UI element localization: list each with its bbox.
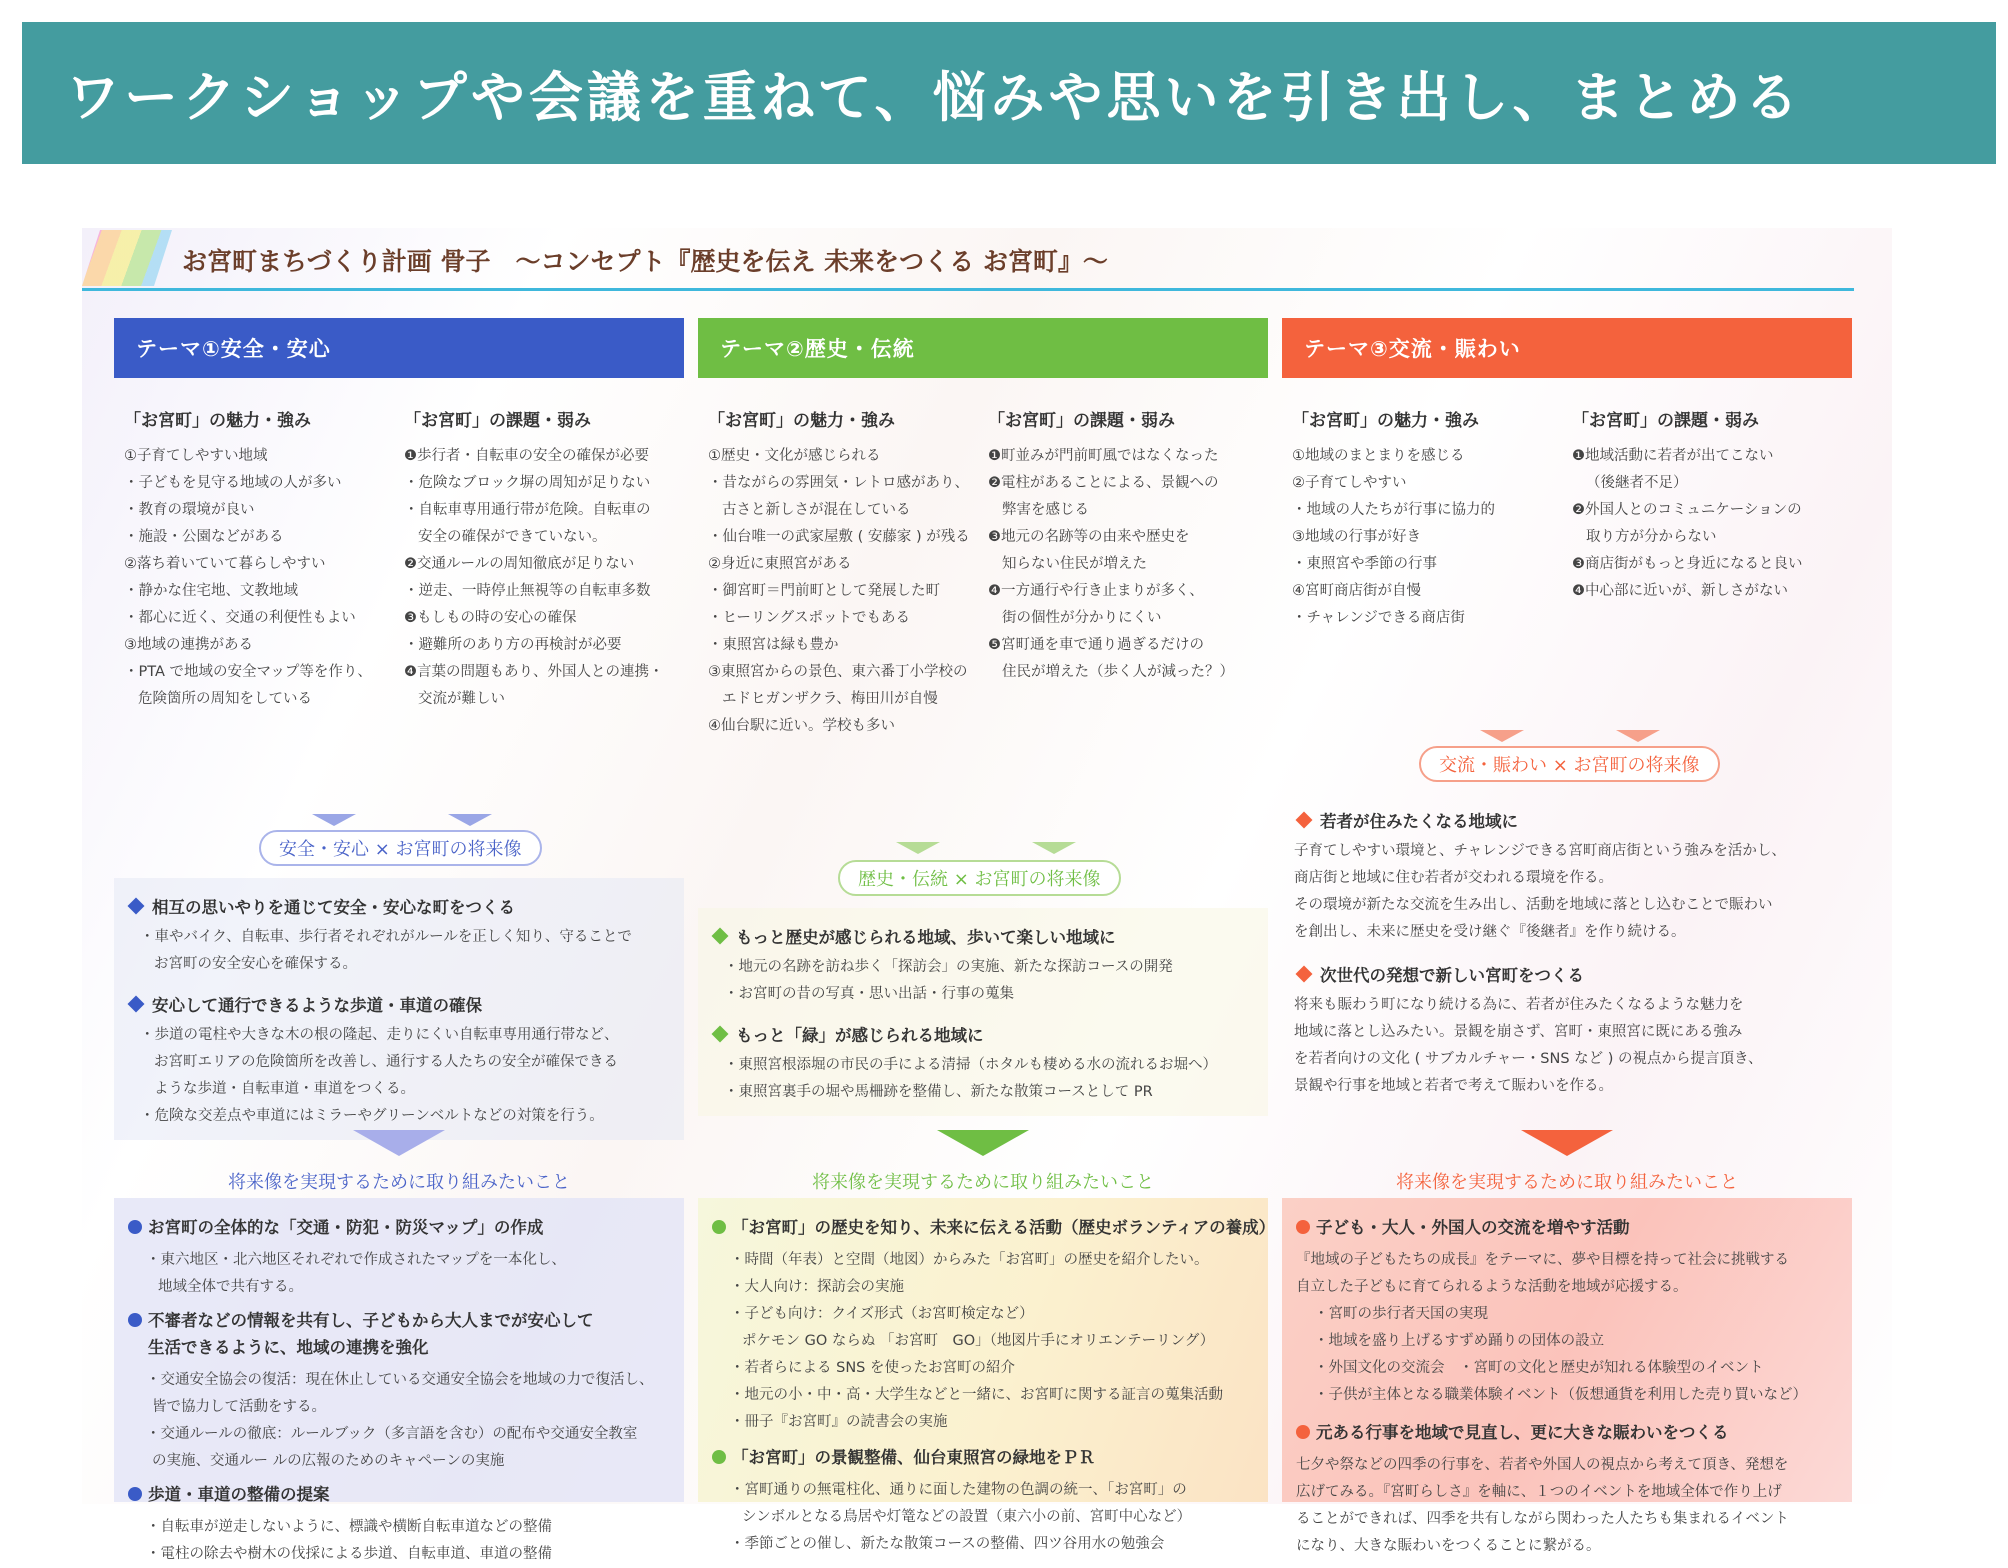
diamond-icon <box>128 996 145 1013</box>
action-line: シンボルとなる鳥居や灯篭などの設置（東六小の前、宮町中心など） <box>742 1509 1192 1525</box>
issues-heading: 「お宮町」の課題・弱み <box>1572 411 1759 431</box>
down-arrow-icon <box>312 814 356 826</box>
down-arrows <box>896 842 1076 854</box>
big-down-arrow-icon <box>937 1130 1029 1156</box>
action-line: ・地域を盛り上げるすずめ踊りの団体の設立 <box>1314 1333 1605 1349</box>
action-line: になり、大きな賑わいをつくることに繋がる。 <box>1296 1538 1601 1554</box>
vision-heading: 若者が住みたくなる地域に <box>1294 808 1840 832</box>
page-banner <box>22 22 1996 164</box>
list-item: ・仙台唯一の武家屋敷 ( 安藤家 ) が残る <box>708 529 970 545</box>
vision-label: 安全・安心 × お宮町の将来像 <box>259 830 542 866</box>
action-line: 広げてみる。『宮町らしさ』を軸に、１つのイベントを地域全体で作り上げ <box>1296 1484 1782 1500</box>
list-item: ④宮町商店街が自慢 <box>1292 583 1421 599</box>
list-item: ❹一方通行や行き止まりが多く、 <box>988 583 1204 599</box>
issues-list <box>988 406 1268 740</box>
theme-header: テーマ②歴史・伝統 <box>698 318 1268 378</box>
list-item: エドヒガンザクラ、梅田川が自慢 <box>722 691 938 707</box>
action-line: 七夕や祭などの四季の行事を、若者や外国人の視点から考えて頂き、発想を <box>1296 1457 1789 1473</box>
list-item: ・チャレンジできる商店街 <box>1292 610 1465 626</box>
list-item: ・教育の環境が良い <box>124 502 255 518</box>
vision-line: 商店街と地域に住む若者が交われる環境を作る。 <box>1294 870 1613 886</box>
list-item: 知らない住民が増えた <box>1002 556 1147 572</box>
theme-header: テーマ③交流・賑わい <box>1282 318 1852 378</box>
list-item: ・PTA で地域の安全マップ等を作り、 <box>124 664 372 680</box>
strengths-list <box>1292 406 1572 632</box>
list-item: ❸地元の名跡等の由来や歴史を <box>988 529 1190 545</box>
list-item: 古さと新しさが混在している <box>722 502 911 518</box>
list-item: ❹言葉の問題もあり、外国人との連携・ <box>404 664 664 680</box>
vision-line: 将来も賑わう町になり続ける為に、若者が住みたくなるような魅力を <box>1294 997 1744 1013</box>
big-down-arrow-icon <box>1521 1130 1613 1156</box>
vision-heading: もっと「緑」が感じられる地域に <box>710 1022 1256 1046</box>
list-item: ・都心に近く、交通の利便性もよい <box>124 610 356 626</box>
diamond-icon <box>1296 812 1313 829</box>
action-line: ・地元の小・中・高・大学生などと一緒に、お宮町に関する証言の蒐集活動 <box>730 1387 1223 1403</box>
action-heading: 子ども・大人・外国人の交流を増やす活動 <box>1296 1214 1838 1241</box>
action-line: ・宮町通りの無電柱化、通りに面した建物の色調の統一、「お宮町」の <box>730 1482 1187 1498</box>
list-item: ①地域のまとまりを感じる <box>1292 448 1465 464</box>
action-section <box>114 1198 684 1562</box>
list-item: 危険箇所の周知をしている <box>138 691 312 707</box>
diamond-icon <box>1296 966 1313 983</box>
vision-heading: 次世代の発想で新しい宮町をつくる <box>1294 962 1840 986</box>
action-heading: 不審者などの情報を共有し、子どもから大人までが安心して 生活できるように、地域の連携を強化 <box>128 1307 670 1361</box>
title-divider <box>82 288 1854 291</box>
vision-line: お宮町エリアの危険箇所を改善し、通行する人たちの安全が確保できる <box>154 1054 618 1070</box>
strengths-heading: 「お宮町」の魅力・強み <box>124 411 311 431</box>
list-item: 街の個性が分かりにくい <box>1002 610 1162 626</box>
list-item: ②子育てしやすい <box>1292 475 1407 491</box>
action-section <box>698 1198 1276 1552</box>
bullet-dot-icon <box>128 1487 142 1501</box>
action-heading: 歩道・車道の整備の提案 <box>128 1481 670 1508</box>
action-line: ポケモン GO ならぬ 「お宮町 GO」（地図片手にオリエンテーリング） <box>742 1333 1215 1349</box>
vision-line: を創出し、未来に歴史を受け継ぐ『後継者』を作り続ける。 <box>1294 924 1686 940</box>
list-item: ・静かな住宅地、文教地域 <box>124 583 298 599</box>
strengths-heading: 「お宮町」の魅力・強み <box>708 411 895 431</box>
down-arrows <box>1480 730 1660 742</box>
action-heading: 元ある行事を地域で見直し、更に大きな賑わいをつくる <box>1296 1419 1838 1446</box>
vision-section <box>1282 792 1852 1110</box>
theme-column-history <box>698 318 1276 1552</box>
bullet-dot-icon <box>712 1450 726 1464</box>
issues-heading: 「お宮町」の課題・弱み <box>404 411 591 431</box>
list-item: ④仙台駅に近い。学校も多い <box>708 718 895 734</box>
action-line: ・電柱の除去や樹木の伐採による歩道、自転車道、車道の整備 <box>146 1546 552 1562</box>
plan-document <box>82 228 1892 1562</box>
list-item: ・逆走、一時停止無視等の自転車多数 <box>404 583 651 599</box>
list-item: 安全の確保ができていない。 <box>418 529 607 545</box>
action-line: ・自転車が逆走しないように、標識や横断自転車道などの整備 <box>146 1519 552 1535</box>
list-item: ②落ち着いていて暮らしやすい <box>124 556 326 572</box>
action-line: ることができれば、四季を共有しながら関わった人たちも集まれるイベント <box>1296 1511 1789 1527</box>
vision-line: 景観や行事を地域と若者で考えて賑わいを作る。 <box>1294 1078 1613 1094</box>
list-item: ❷交通ルールの周知徹底が足りない <box>404 556 635 572</box>
action-heading: 「お宮町」の歴史を知り、未来に伝える活動（歴史ボランティアの養成） <box>712 1214 1254 1241</box>
list-item: ③地域の連携がある <box>124 637 253 653</box>
vision-line: ・危険な交差点や車道にはミラーやグリーンベルトなどの対策を行う。 <box>140 1108 604 1124</box>
list-item: ・ヒーリングスポットでもある <box>708 610 910 626</box>
strengths-heading: 「お宮町」の魅力・強み <box>1292 411 1479 431</box>
list-item: ①子育てしやすい地域 <box>124 448 268 464</box>
action-line: 地域全体で共有する。 <box>158 1279 303 1295</box>
issues-heading: 「お宮町」の課題・弱み <box>988 411 1175 431</box>
action-line: ・季節ごとの催し、新たな散策コースの整備、四ツ谷用水の勉強会 <box>730 1536 1165 1552</box>
list-item: ・避難所のあり方の再検討が必要 <box>404 637 622 653</box>
action-line: 皆で協力して活動をする。 <box>152 1399 326 1415</box>
vision-line: ・歩道の電柱や大きな木の根の隆起、走りにくい自転車専用通行帯など、 <box>140 1027 619 1043</box>
down-arrow-icon <box>448 814 492 826</box>
diamond-icon <box>712 928 729 945</box>
vision-line: ・東照宮裏手の堀や馬柵跡を整備し、新たな散策コースとして PR <box>724 1084 1153 1100</box>
action-line: 自立した子どもに育てられるような活動を地域が応援する。 <box>1296 1279 1688 1295</box>
list-item: 住民が増えた（歩く人が減った？） <box>1002 664 1234 680</box>
theme-column-exchange <box>1282 318 1852 1554</box>
vision-heading: 安心して通行できるような歩道・車道の確保 <box>126 992 672 1016</box>
list-item: ・施設・公園などがある <box>124 529 284 545</box>
vision-line: ・お宮町の昔の写真・思い出話・行事の蒐集 <box>724 986 1014 1002</box>
action-line: の実施、交通ルー ルの広報のためのキャペーンの実施 <box>152 1453 505 1469</box>
down-arrow-icon <box>1616 730 1660 742</box>
list-item: ③地域の行事が好き <box>1292 529 1421 545</box>
vision-line: その環境が新たな交流を生み出し、活動を地域に落とし込むことで賑わい <box>1294 897 1773 913</box>
action-title: 将来像を実現するために取り組みたいこと <box>812 1172 1154 1193</box>
theme-header: テーマ①安全・安心 <box>114 318 684 378</box>
diamond-icon <box>712 1026 729 1043</box>
list-item: ・自転車専用通行帯が危険。自転車の <box>404 502 651 518</box>
list-item: （後継者不足） <box>1586 475 1688 491</box>
action-line: 『地域の子どもたちの成長』をテーマに、夢や目標を持って社会に挑戦する <box>1296 1252 1789 1268</box>
rainbow-stripe-icon <box>82 230 172 286</box>
down-arrows <box>312 814 492 826</box>
action-line: ・時間（年表）と空間（地図）からみた「お宮町」の歴史を紹介したい。 <box>730 1252 1209 1268</box>
document-title: お宮町まちづくり計画 骨子 ～コンセプト『歴史を伝え 未来をつくる お宮町』～ <box>182 247 1108 276</box>
vision-line: 子育てしやすい環境と、チャレンジできる宮町商店街という強みを活かし、 <box>1294 843 1786 859</box>
issues-list <box>404 406 684 713</box>
vision-label: 歴史・伝統 × お宮町の将来像 <box>838 860 1121 896</box>
vision-label: 交流・賑わい × お宮町の将来像 <box>1419 746 1720 782</box>
list-item: ❶町並みが門前町風ではなくなった <box>988 448 1219 464</box>
bullet-dot-icon <box>128 1220 142 1234</box>
list-item: ❹中心部に近いが、新しさがない <box>1572 583 1788 599</box>
down-arrow-icon <box>1032 842 1076 854</box>
vision-line: ・東照宮根添堀の市民の手による清掃（ホタルも棲める水の流れるお堀へ） <box>724 1057 1217 1073</box>
list-item: ・御宮町＝門前町として発展した町 <box>708 583 940 599</box>
action-title: 将来像を実現するために取り組みたいこと <box>228 1172 570 1193</box>
list-item: ③東照宮からの景色、東六番丁小学校の <box>708 664 968 680</box>
list-item: ②身近に東照宮がある <box>708 556 852 572</box>
list-item: ・東照宮は緑も豊か <box>708 637 839 653</box>
strengths-list <box>708 406 988 740</box>
action-line: ・子ども向け：クイズ形式（お宮町検定など） <box>730 1306 1034 1322</box>
list-item: ❸もしもの時の安心の確保 <box>404 610 577 626</box>
action-section <box>1282 1198 1852 1554</box>
issues-list <box>1572 406 1852 632</box>
bullet-dot-icon <box>128 1313 142 1327</box>
list-item: 交流が難しい <box>418 691 505 707</box>
list-item: ❷外国人とのコミュニケーションの <box>1572 502 1802 518</box>
list-item: ❸商店街がもっと身近になると良い <box>1572 556 1803 572</box>
down-arrow-icon <box>896 842 940 854</box>
list-item: ❷電柱があることによる、景観への <box>988 475 1219 491</box>
list-item: ❶歩行者・自転車の安全の確保が必要 <box>404 448 649 464</box>
action-line: ・宮町の歩行者天国の実現 <box>1314 1306 1488 1322</box>
list-item: ・危険なブロック塀の周知が足りない <box>404 475 651 491</box>
action-heading: お宮町の全体的な「交通・防犯・防災マップ」の作成 <box>128 1214 670 1241</box>
action-line: ・大人向け：探訪会の実施 <box>730 1279 904 1295</box>
vision-line: ・地元の名跡を訪ね歩く「探訪会」の実施、新たな探訪コースの開発 <box>724 959 1173 975</box>
list-item: ❶地域活動に若者が出てこない <box>1572 448 1774 464</box>
banner-title: ワークショップや会議を重ねて、悩みや思いを引き出し、まとめる <box>66 65 1803 129</box>
action-line: ・東六地区・北六地区それぞれで作成されたマップを一本化し、 <box>146 1252 566 1268</box>
vision-line: ような歩道・自転車道・車道をつくる。 <box>154 1081 415 1097</box>
list-item: ・昔ながらの雰囲気・レトロ感があり、 <box>708 475 969 491</box>
big-down-arrow-icon <box>353 1130 445 1156</box>
list-item: ・地域の人たちが行事に協力的 <box>1292 502 1495 518</box>
vision-section <box>114 878 684 1140</box>
list-item: 取り方が分からない <box>1586 529 1717 545</box>
action-heading: 「お宮町」の景観整備、仙台東照宮の緑地をＰＲ <box>712 1444 1254 1471</box>
diamond-icon <box>128 898 145 915</box>
strengths-list <box>124 406 404 713</box>
action-line: ・交通ルールの徹底：ルールブック（多言語を含む）の配布や交通安全教室 <box>146 1426 638 1442</box>
vision-line: 地域に落とし込みたい。景観を崩さず、宮町・東照宮に既にある強み <box>1294 1024 1743 1040</box>
bullet-dot-icon <box>1296 1220 1310 1234</box>
list-item: ・東照宮や季節の行事 <box>1292 556 1437 572</box>
down-arrow-icon <box>1480 730 1524 742</box>
action-line: ・冊子『お宮町』の読書会の実施 <box>730 1414 948 1430</box>
action-title: 将来像を実現するために取り組みたいこと <box>1396 1172 1738 1193</box>
list-item: ①歴史・文化が感じられる <box>708 448 881 464</box>
bullet-dot-icon <box>712 1220 726 1234</box>
theme-column-safety <box>114 318 684 1562</box>
vision-line: ・車やバイク、自転車、歩行者それぞれがルールを正しく知り、守ることで <box>140 929 632 945</box>
list-item: ・子どもを見守る地域の人が多い <box>124 475 342 491</box>
action-line: ・外国文化の交流会 ・宮町の文化と歴史が知れる体験型のイベント <box>1314 1360 1764 1376</box>
vision-line: を若者向けの文化 ( サブカルチャー・SNS など ) の視点から提言頂き、 <box>1294 1051 1763 1067</box>
action-line: ・交通安全協会の復活：現在休止している交通安全協会を地域の力で復活し、 <box>146 1372 654 1388</box>
list-item: 弊害を感じる <box>1002 502 1089 518</box>
bullet-dot-icon <box>1296 1425 1310 1439</box>
vision-heading: 相互の思いやりを通じて安全・安心な町をつくる <box>126 894 672 918</box>
action-line: ・子供が主体となる職業体験イベント（仮想通貨を利用した売り買いなど） <box>1314 1387 1807 1403</box>
list-item: ❺宮町通を車で通り過ぎるだけの <box>988 637 1204 653</box>
action-line: ・若者らによる SNS を使ったお宮町の紹介 <box>730 1360 1015 1376</box>
vision-section <box>698 908 1268 1116</box>
vision-line: お宮町の安全安心を確保する。 <box>154 956 357 972</box>
vision-heading: もっと歴史が感じられる地域、歩いて楽しい地域に <box>710 924 1256 948</box>
